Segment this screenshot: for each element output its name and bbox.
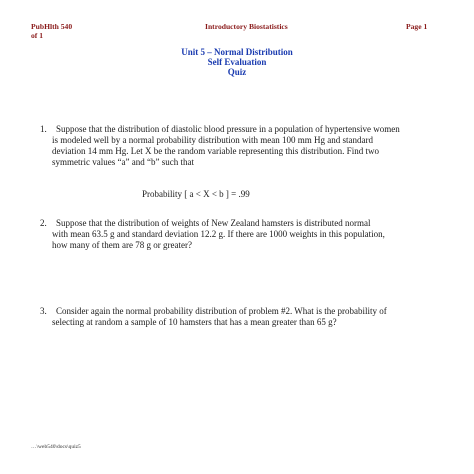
header-course: PubHlth 540 xyxy=(31,22,73,31)
question-2-line-1 xyxy=(40,218,450,229)
title-block xyxy=(0,47,474,77)
question-2-text-1: Suppose that the distribution of weights of New Zealand hamsters is distributed normal xyxy=(56,218,371,228)
question-3-line-2: selecting at random a sample of 10 hamsters that has a mean greater than 65 g? xyxy=(52,317,337,327)
question-1-line-2: is modeled well by a normal probability distribution with mean 100 mm Hg and standard xyxy=(52,135,373,145)
question-1-line-3: deviation 14 mm Hg. Let X be the random variable representing this distribution. Find two xyxy=(52,146,379,156)
unit-title: Unit 5 – Normal Distribution xyxy=(181,47,293,57)
question-1-formula: Probability [ a < X < b ] = .99 xyxy=(142,189,250,199)
question-3-text-1: Consider again the normal probability distribution of problem #2. What is the probability of xyxy=(56,306,387,316)
question-3-line-1 xyxy=(40,306,450,317)
question-2-number: 2. xyxy=(40,218,47,228)
question-3-number: 3. xyxy=(40,306,47,316)
header-page-count: of 1 xyxy=(31,31,44,40)
section-title: Self Evaluation xyxy=(207,57,267,67)
question-1-line-4: symmetric values “a” and “b” such that xyxy=(52,157,194,167)
question-3 xyxy=(40,306,450,328)
question-1-line-1 xyxy=(40,124,450,135)
question-1 xyxy=(40,124,450,168)
header-title: Introductory Biostatistics xyxy=(205,22,288,31)
header-page-number: Page 1 xyxy=(406,22,428,31)
question-2 xyxy=(40,218,450,251)
footer-file-path: …\web540\docs\quiz5 xyxy=(31,444,81,450)
question-1-number: 1. xyxy=(40,124,47,134)
question-1-text-1: Suppose that the distribution of diastolic blood pressure in a population of hypertensive women xyxy=(56,124,400,134)
question-2-line-2: with mean 63.5 g and standard deviation 12.2 g. If there are 1000 weights in this population, xyxy=(52,229,385,239)
question-2-line-3: how many of them are 78 g or greater? xyxy=(52,240,192,250)
quiz-title: Quiz xyxy=(227,67,247,77)
